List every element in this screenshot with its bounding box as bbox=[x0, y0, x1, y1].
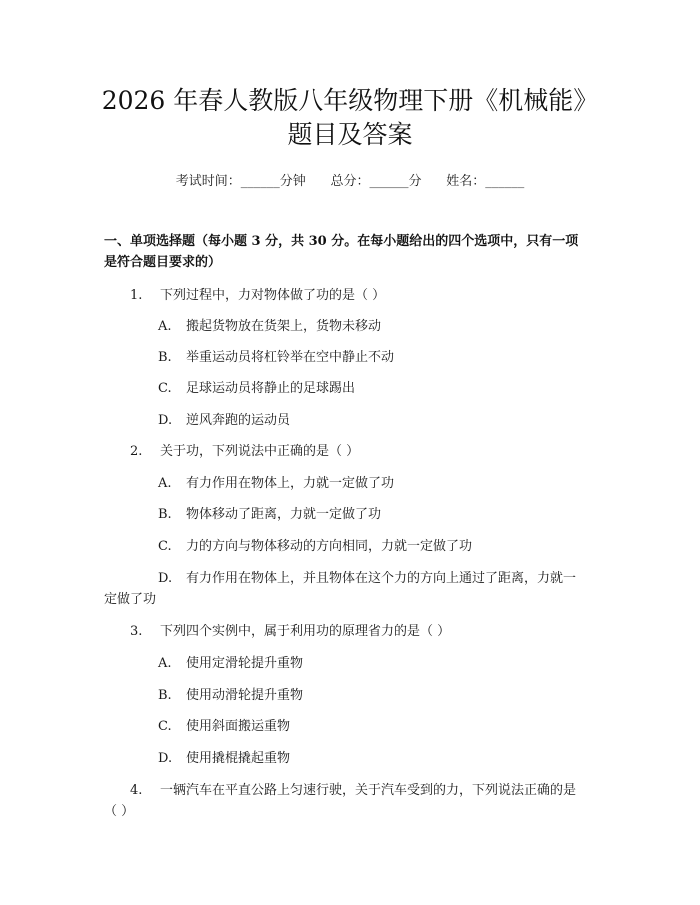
question-1-option-b bbox=[158, 347, 394, 368]
section-heading bbox=[104, 231, 604, 273]
question-4 bbox=[130, 780, 576, 801]
question-2-option-d bbox=[158, 568, 576, 589]
question-4-continuation: （ ） bbox=[104, 804, 135, 819]
exam-info-line: 考试时间：______分钟 总分：______分 姓名：______ bbox=[175, 174, 525, 189]
question-number: 3. bbox=[130, 624, 143, 639]
question-2-option-d-continuation: 定做了功 bbox=[104, 592, 157, 607]
question-1 bbox=[130, 285, 385, 306]
option-letter: C. bbox=[158, 381, 172, 396]
document-title-line-1: 2026 年春人教版八年级物理下册《机械能》 bbox=[101, 86, 599, 115]
option-text: 搬起货物放在货架上，货物未移动 bbox=[186, 319, 382, 334]
option-text: 使用定滑轮提升重物 bbox=[186, 656, 304, 671]
option-letter: D. bbox=[158, 413, 173, 428]
option-text: 物体移动了距离，力就一定做了功 bbox=[186, 507, 382, 522]
option-letter: D. bbox=[158, 751, 173, 766]
question-2-option-c bbox=[158, 536, 472, 557]
option-letter: C. bbox=[158, 719, 172, 734]
option-letter: D. bbox=[158, 571, 173, 586]
option-text: 使用撬棍撬起重物 bbox=[186, 751, 291, 766]
question-text: 一辆汽车在平直公路上匀速行驶，关于汽车受到的力，下列说法正确的是 bbox=[160, 783, 577, 798]
question-3-option-b bbox=[158, 685, 303, 706]
question-text: 下列过程中，力对物体做了功的是（ ） bbox=[160, 288, 386, 303]
option-text: 足球运动员将静止的足球踢出 bbox=[186, 381, 356, 396]
option-text: 使用斜面搬运重物 bbox=[186, 719, 291, 734]
option-letter: B. bbox=[158, 688, 172, 703]
option-letter: A. bbox=[158, 476, 172, 491]
option-letter: A. bbox=[158, 319, 172, 334]
question-2 bbox=[130, 441, 359, 462]
question-1-option-d bbox=[158, 410, 290, 431]
option-letter: C. bbox=[158, 539, 172, 554]
section-heading-line-2: 是符合题目要求的） bbox=[104, 255, 222, 270]
question-number: 4. bbox=[130, 783, 143, 798]
question-1-option-c bbox=[158, 378, 355, 399]
question-text: 下列四个实例中，属于利用功的原理省力的是（ ） bbox=[160, 624, 451, 639]
document-title-line-2: 题目及答案 bbox=[287, 120, 413, 149]
section-heading-line-1: 一、单项选择题（每小题 3 分，共 30 分。在每小题给出的四个选项中，只有一项 bbox=[104, 234, 579, 249]
question-2-option-b bbox=[158, 504, 381, 525]
option-text: 逆风奔跑的运动员 bbox=[186, 413, 291, 428]
option-letter: B. bbox=[158, 507, 172, 522]
option-text: 有力作用在物体上，力就一定做了功 bbox=[186, 476, 395, 491]
question-3-option-c bbox=[158, 716, 290, 737]
question-3-option-a bbox=[158, 653, 303, 674]
option-text: 有力作用在物体上，并且物体在这个力的方向上通过了距离，力就一 bbox=[186, 571, 577, 586]
option-text: 使用动滑轮提升重物 bbox=[186, 688, 304, 703]
question-number: 2. bbox=[130, 444, 143, 459]
question-text: 关于功，下列说法中正确的是（ ） bbox=[160, 444, 360, 459]
question-3 bbox=[130, 621, 450, 642]
option-text: 举重运动员将杠铃举在空中静止不动 bbox=[186, 350, 395, 365]
question-1-option-a bbox=[158, 316, 381, 337]
question-number: 1. bbox=[130, 288, 143, 303]
option-text: 力的方向与物体移动的方向相同，力就一定做了功 bbox=[186, 539, 473, 554]
question-3-option-d bbox=[158, 748, 290, 769]
question-2-option-a bbox=[158, 473, 394, 494]
option-letter: B. bbox=[158, 350, 172, 365]
option-letter: A. bbox=[158, 656, 172, 671]
